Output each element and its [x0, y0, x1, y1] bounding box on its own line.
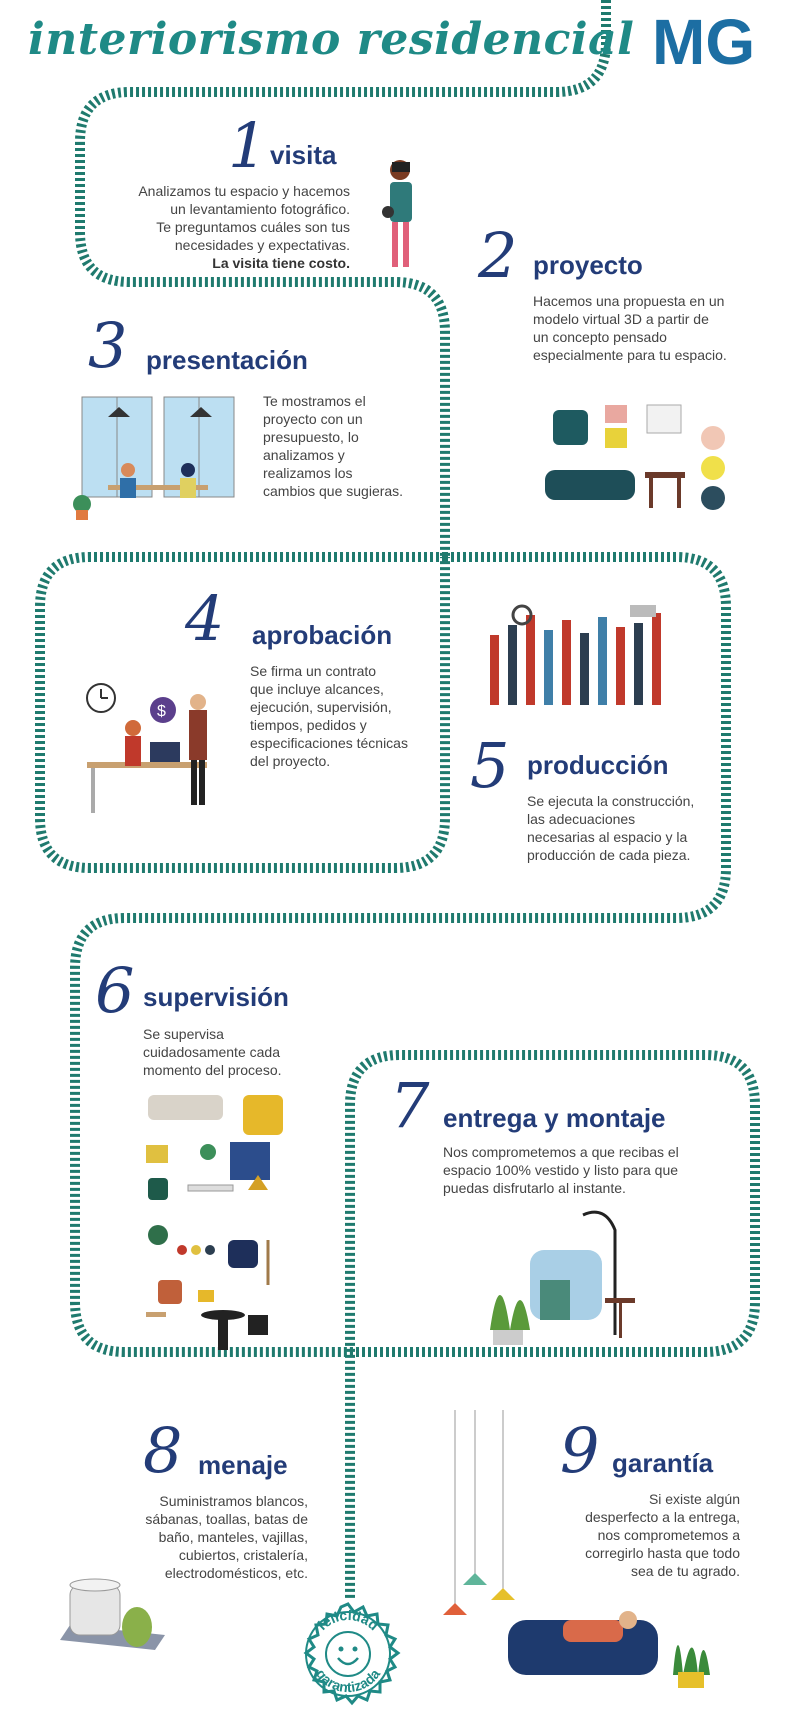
sofa-illustration	[508, 1600, 718, 1690]
meeting-illustration	[68, 392, 248, 522]
armchair-illustration	[485, 1210, 655, 1350]
step-8-heading: menaje	[198, 1450, 288, 1480]
step-8-description: Suministramos blancos, sábanas, toallas, batas de baño, manteles, vajillas, cubiertos, cristalería, electrodomésticos, etc.	[145, 1493, 308, 1581]
furniture-illustration	[138, 1090, 298, 1355]
step-2-heading: proyecto	[533, 250, 643, 280]
svg-text:$: $	[157, 703, 166, 720]
step-6-description: Se supervisa cuidadosamente cada momento del proceso.	[143, 1026, 282, 1078]
step-7-number: 7	[390, 1069, 430, 1142]
step-1-note: La visita tiene costo.	[212, 255, 350, 271]
teapot-illustration	[55, 1565, 175, 1655]
badge-bottom-text: garantizada	[312, 1665, 384, 1696]
page-title: interiorismo residencial	[28, 14, 635, 65]
logo-text: MG	[652, 6, 756, 78]
step-4-number: 4	[185, 582, 225, 655]
step-4-heading: aprobación	[252, 620, 393, 650]
step-8-number: 8	[143, 1414, 183, 1487]
pendant-lamps-illustration	[435, 1410, 535, 1630]
step-5-number: 5	[470, 729, 510, 802]
badge-top-text: felicidad	[313, 1606, 382, 1634]
step-1-heading: visita	[270, 140, 337, 170]
step-6-heading: supervisión	[143, 982, 289, 1012]
tools-illustration	[480, 605, 690, 710]
step-2-description: Hacemos una propuesta en un modelo virtual 3D a partir de un concepto pensado especialmente para tu espacio.	[533, 293, 727, 363]
step-5-heading: producción	[527, 750, 669, 780]
step-7-heading: entrega y montaje	[443, 1103, 666, 1133]
step-4-description: Se firma un contrato que incluye alcances, ejecución, supervisión, tiempos, pedidos y especificaciones técnicas del proyecto.	[250, 663, 408, 769]
step-2-number: 2	[478, 219, 518, 292]
step-3-number: 3	[88, 309, 128, 382]
contract-illustration	[85, 680, 225, 815]
step-9-description: Si existe algún desperfecto a la entrega, nos comprometemos a corregirlo hasta que todo sea de tu agrado.	[585, 1491, 740, 1579]
step-6-number: 6	[95, 954, 135, 1027]
step-9-number: 9	[560, 1414, 600, 1487]
step-1-description: Analizamos tu espacio y hacemos un levantamiento fotográfico. Te preguntamos cuáles son tus necesidades y expectativas. La visita tiene costo.	[138, 183, 350, 271]
step-1-number: 1	[228, 109, 268, 182]
step-5-description: Se ejecuta la construcción, las adecuaciones necesarias al espacio y la producción de cada pieza.	[527, 793, 695, 863]
photographer-illustration	[370, 152, 430, 272]
step-7-description: Nos comprometemos a que recibas el espacio 100% vestido y listo para que puedas disfrutarlo al instante.	[443, 1144, 679, 1196]
happiness-guarantee-badge	[286, 1592, 410, 1716]
moodboard-illustration	[545, 400, 735, 515]
step-9-heading: garantía	[612, 1448, 714, 1478]
brand-logo	[652, 6, 788, 78]
step-3-heading: presentación	[146, 345, 308, 375]
step-3-description: Te mostramos el proyecto con un presupuesto, lo analizamos y realizamos los cambios que sugieras.	[263, 393, 404, 499]
